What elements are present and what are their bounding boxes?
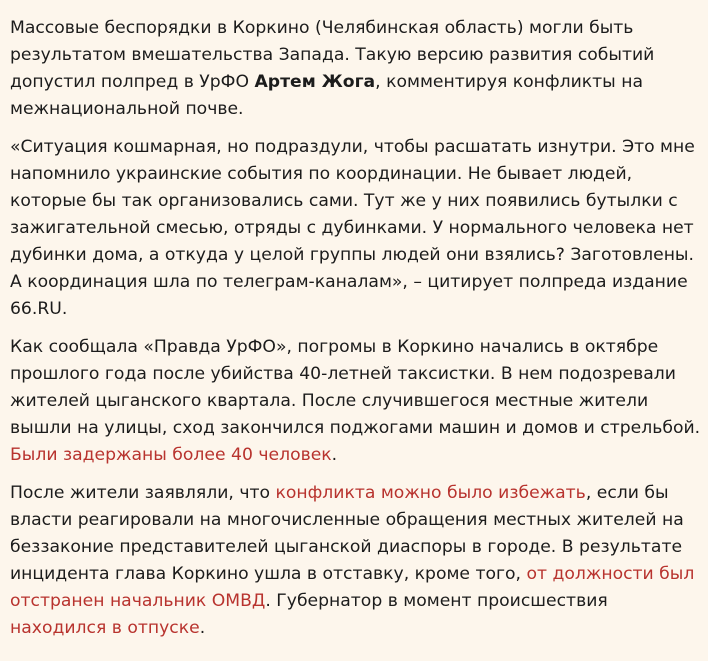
aftermath-text-4: .: [199, 618, 206, 638]
background-text-start: Как сообщала «Правда УрФО», погромы в Коркино начались в октябре прошлого года после убийства 40-летней таксистки. В нем подозревали жителей цыганского квартала. После случившегося местные жители вышли на улицы, сход закончился поджогами машин и домов и стрельбой.: [10, 337, 701, 438]
link-conflict-avoidable[interactable]: конфликта можно было избежать: [275, 483, 586, 503]
link-detained[interactable]: Были задержаны более 40 человек: [10, 445, 332, 465]
paragraph-background: [10, 334, 702, 469]
paragraph-intro: [10, 15, 702, 123]
background-text-end: .: [331, 445, 338, 465]
link-police-chief-removed[interactable]: от должности был отстранен начальник ОМВД: [10, 564, 695, 611]
paragraph-aftermath: [10, 480, 702, 642]
paragraph-quote: [10, 134, 702, 323]
aftermath-text-2: , если бы власти реагировали на многочисленные обращения местных жителей на беззаконие представителей цыганской диаспоры в городе. В результате инцидента глава Коркино ушла в отставку, кроме того,: [10, 483, 684, 584]
intro-text-end: , комментируя конфликты на межнациональной почве.: [10, 72, 643, 119]
link-governor-vacation[interactable]: находился в отпуске: [10, 618, 200, 638]
aftermath-text-3: . Губернатор в момент происшествия: [265, 591, 608, 611]
intro-text-start: Массовые беспорядки в Коркино (Челябинская область) могли быть результатом вмешательства Запада. Такую версию развития событий допустил полпред в УрФО: [10, 18, 655, 92]
aftermath-text-1: После жители заявляли, что: [10, 483, 276, 503]
quote-text: «Ситуация кошмарная, но подраздули, чтобы расшатать изнутри. Это мне напомнило украинские события по координации. Не бывает людей, которые бы так организовались сами. Тут же у них появились бутылки с зажигательной смесью, отряды с дубинками. У нормального человека нет дубинки дома, а откуда у целой группы людей они взялись? Заготовлены. А координация шла по телеграм-каналам», – цитирует полпреда издание 66.RU.: [10, 137, 695, 319]
official-name: Артем Жога: [254, 72, 376, 92]
